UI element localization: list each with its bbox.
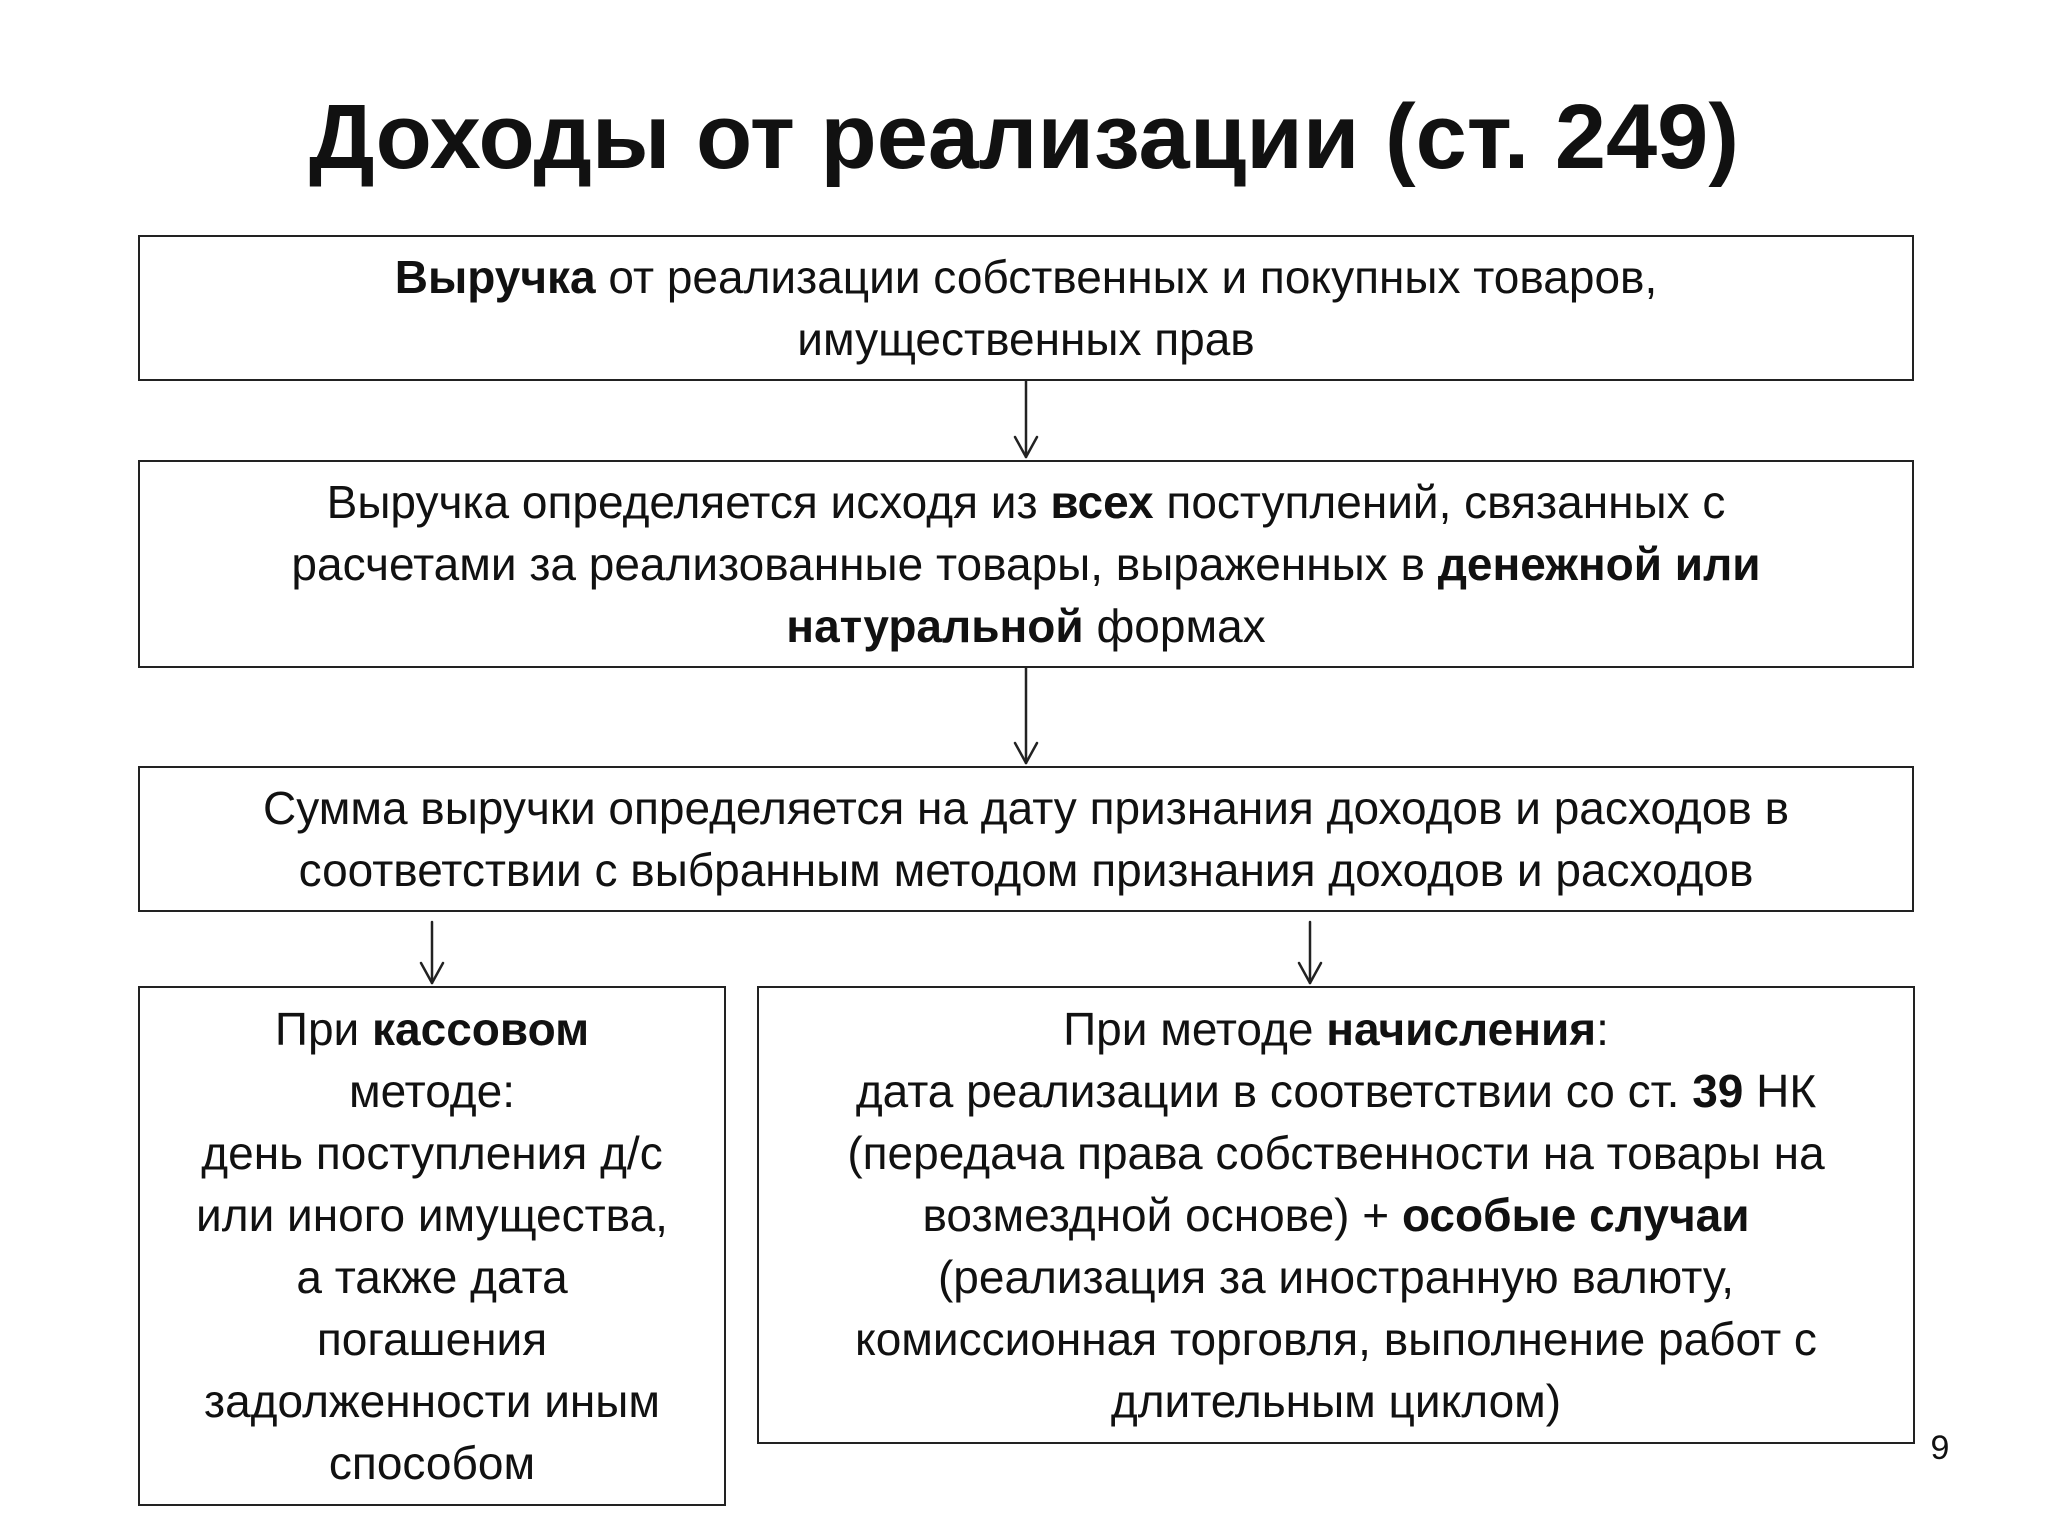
revenue-determination-box bbox=[138, 460, 1914, 668]
determination-bold-natural: натуральной bbox=[786, 600, 1084, 652]
cash-method-line8: способом bbox=[328, 1437, 536, 1489]
cash-method-prefix: При bbox=[274, 1003, 373, 1055]
revenue-definition-box bbox=[138, 235, 1914, 381]
cash-method-box bbox=[138, 986, 726, 1506]
cash-method-text bbox=[196, 998, 668, 1494]
cash-method-line6: погашения bbox=[316, 1313, 548, 1365]
cash-method-bold: кассовом bbox=[372, 1003, 590, 1055]
accrual-method-line2: дата реализации в соответствии со ст. bbox=[855, 1065, 1693, 1117]
accrual-method-line4: возмездной основе) + bbox=[922, 1189, 1402, 1241]
determination-text-part1: Выручка определяется исходя из bbox=[326, 476, 1051, 528]
arrow-box3-to-cash-method bbox=[421, 922, 443, 983]
determination-text-part4: формах bbox=[1083, 600, 1266, 652]
accrual-method-line5: (реализация за иностранную валюту, bbox=[937, 1251, 1735, 1303]
arrow-box2-to-box3 bbox=[1015, 668, 1037, 763]
revenue-amount-line2: соответствии с выбранным методом признания доходов и расходов bbox=[298, 844, 1754, 896]
revenue-amount-line1: Сумма выручки определяется на дату признания доходов и расходов в bbox=[262, 782, 1790, 834]
slide-title: Доходы от реализации (ст. 249) bbox=[309, 86, 1739, 188]
page-number: 9 bbox=[1930, 1429, 1950, 1467]
determination-text-part2: поступлений, связанных с bbox=[1153, 476, 1726, 528]
cash-method-line2: методе: bbox=[348, 1065, 515, 1117]
arrow-box3-to-accrual-method bbox=[1299, 922, 1321, 983]
arrow-box1-to-box2 bbox=[1015, 381, 1037, 457]
determination-bold-monetary: денежной или bbox=[1437, 538, 1761, 590]
revenue-definition-line2: имущественных прав bbox=[797, 313, 1255, 365]
revenue-determination-text bbox=[291, 471, 1760, 657]
accrual-method-line7: длительным циклом) bbox=[1110, 1375, 1562, 1427]
determination-bold-all: всех bbox=[1050, 476, 1154, 528]
accrual-method-colon: : bbox=[1596, 1003, 1609, 1055]
revenue-amount-box bbox=[138, 766, 1914, 912]
cash-method-line3: день поступления д/с bbox=[201, 1127, 663, 1179]
accrual-method-line3: (передача права собственности на товары на bbox=[847, 1127, 1825, 1179]
cash-method-line5: а также дата bbox=[296, 1251, 568, 1303]
determination-text-part3: расчетами за реализованные товары, выраженных в bbox=[291, 538, 1438, 590]
accrual-method-code: НК bbox=[1743, 1065, 1817, 1117]
cash-method-line7: задолженности иным bbox=[203, 1375, 660, 1427]
revenue-definition-text bbox=[395, 246, 1658, 370]
cash-method-line4: или иного имущества, bbox=[196, 1189, 668, 1241]
accrual-method-text bbox=[847, 998, 1824, 1432]
accrual-method-line6: комиссионная торговля, выполнение работ с bbox=[855, 1313, 1817, 1365]
accrual-method-special-cases: особые случаи bbox=[1401, 1189, 1750, 1241]
revenue-amount-text bbox=[263, 777, 1789, 901]
accrual-method-prefix: При методе bbox=[1063, 1003, 1327, 1055]
revenue-bold-label: Выручка bbox=[394, 251, 596, 303]
accrual-method-box bbox=[757, 986, 1915, 1444]
accrual-method-article-number: 39 bbox=[1692, 1065, 1744, 1117]
accrual-method-bold: начисления bbox=[1326, 1003, 1597, 1055]
revenue-definition-line1: от реализации собственных и покупных товаров, bbox=[595, 251, 1658, 303]
